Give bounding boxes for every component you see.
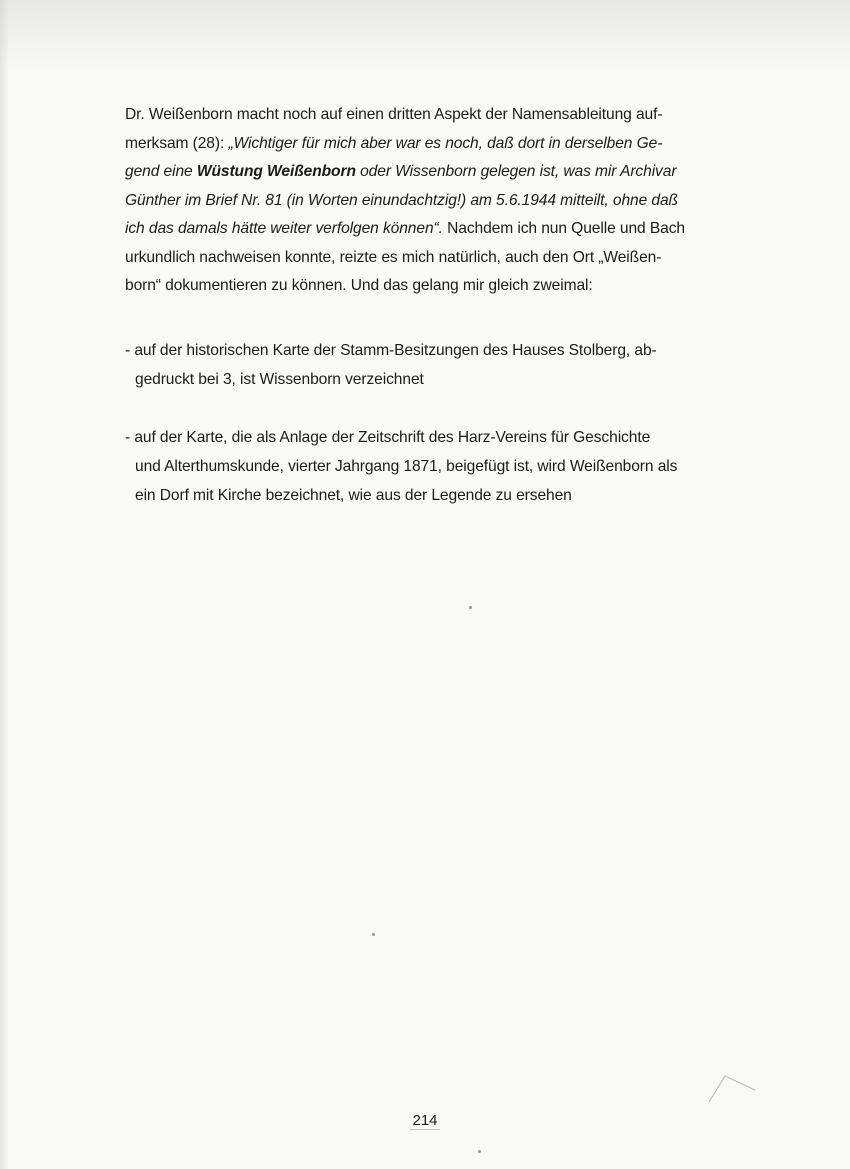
quote-text: oder Wissenborn gelegen ist, was mir Archivar	[355, 163, 677, 180]
list-item-line: gedruckt bei 3, ist Wissenborn verzeichnet	[135, 371, 424, 388]
paragraph-line: urkundlich nachweisen konnte, reizte es mich natürlich, auch den Ort „Weißen-	[125, 248, 662, 266]
list-item-line: ein Dorf mit Kirche bezeichnet, wie aus der Legende zu ersehen	[135, 487, 572, 504]
paragraph-line	[125, 130, 750, 159]
list-item	[125, 336, 750, 394]
list-item-line: - auf der historischen Karte der Stamm-Besitzungen des Hauses Stolberg, ab-	[125, 342, 657, 359]
body-paragraph	[125, 101, 750, 301]
quote-text: gend eine	[125, 163, 197, 180]
quote-text: ich das damals hätte weiter verfolgen können“.	[125, 220, 443, 237]
text-run: Nachdem ich nun Quelle und Bach	[442, 220, 685, 237]
scan-shadow	[0, 0, 850, 70]
scan-speck	[469, 606, 472, 609]
list-item-line: - auf der Karte, die als Anlage der Zeitschrift des Harz-Vereins für Geschichte	[125, 429, 651, 446]
scan-edge	[0, 0, 8, 1169]
paragraph-line	[125, 158, 750, 187]
list-item-line: und Alterthumskunde, vierter Jahrgang 1871, beigefügt ist, wird Weißenborn als	[135, 458, 678, 475]
page-number	[0, 1112, 850, 1129]
paragraph-line	[125, 215, 750, 244]
fold-mark-icon	[707, 1074, 757, 1104]
paragraph-line: born“ dokumentieren zu können. Und das gelang mir gleich zweimal:	[125, 277, 593, 294]
text-run: merksam (28):	[125, 134, 229, 152]
quote-text: „Wichtiger für mich aber war es noch, daß dort in derselben Ge-	[228, 134, 663, 152]
list-item	[125, 423, 750, 510]
emphasis-text: Wüstung Weißenborn	[196, 163, 356, 180]
scan-speck	[372, 933, 375, 936]
scan-speck	[478, 1150, 481, 1153]
paragraph-line: Günther im Brief Nr. 81 (in Worten einundachtzig!) am 5.6.1944 mitteilt, ohne daß	[125, 191, 678, 209]
page-number-text: 214	[412, 1112, 438, 1129]
paragraph-line: Dr. Weißenborn macht noch auf einen dritten Aspekt der Namensableitung auf-	[125, 106, 663, 123]
